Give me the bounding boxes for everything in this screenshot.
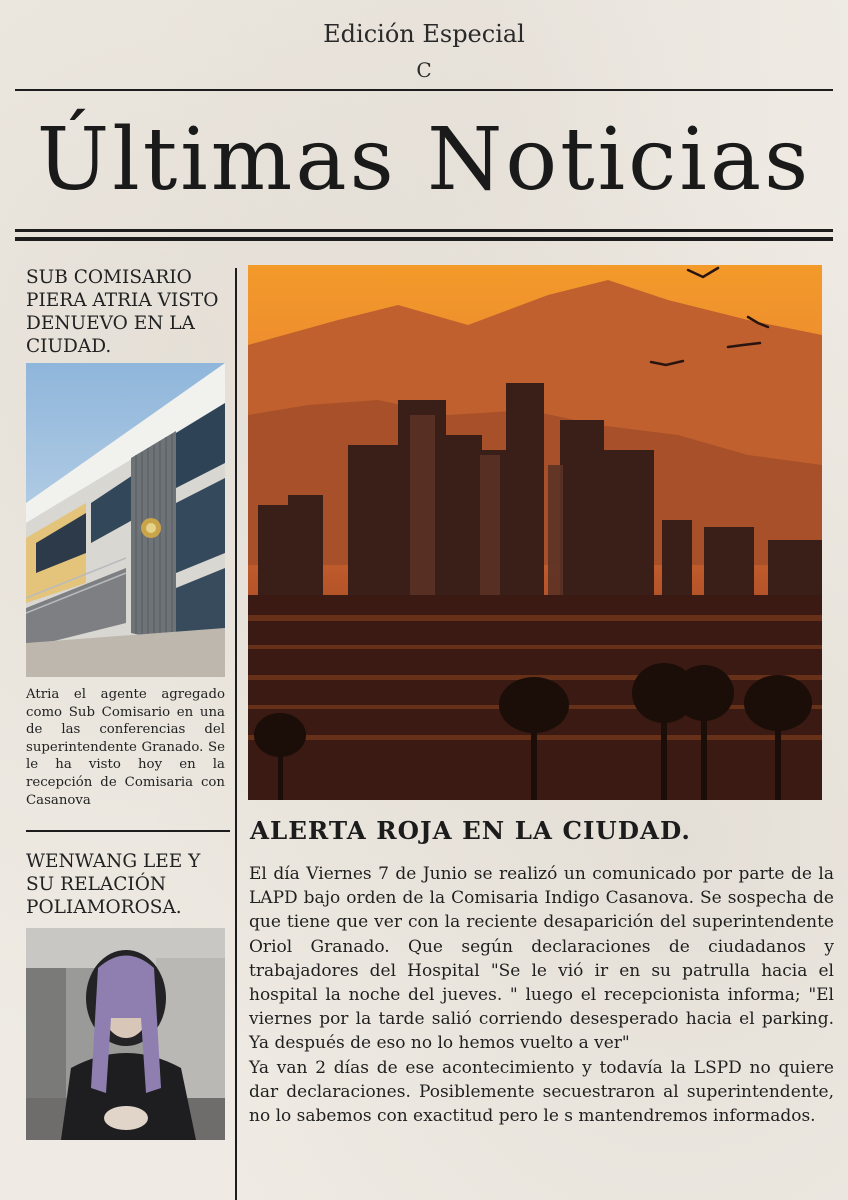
masthead-title: Últimas Noticias [36,110,812,210]
main-paragraph-2: Ya van 2 días de ese acontecimiento y todavía la LSPD no quiere dar declaraciones. Posiblemente secuestraron al superintendente, no lo sabemos con exactitud pero le s mantendremos informados. [249,1057,834,1127]
sidebar-story2-headline: WENWANG LEE Y SU RELACIÓN POLIAMOROSA. [26,851,201,918]
masthead-bottom-rule [15,229,833,232]
police-station-photo [26,363,225,677]
edition-mark: C [416,58,432,82]
column-divider [235,268,237,1200]
main-headline: ALERTA ROJA EN LA CIUDAD. [250,816,691,845]
sidebar-story1-headline: SUB COMISARIO PIERA ATRIA VISTO DENUEVO EN LA CIUDAD. [26,267,219,357]
masthead-top-rule [15,89,833,91]
main-paragraph-1: El día Viernes 7 de Junio se realizó un comunicado por parte de la LAPD bajo orden de la Comisaria Indigo Casanova. Se sospecha de que tiene que ver con la reciente desaparición del superintendente Oriol Granado. Que según declaraciones de ciudadanos y trabajadores del Hospital "Se le vió ir en su patrulla hacia el hospital la noche del jueves. " luego el recepcionista informa; "El viernes por la tarde salió corriendo desesperado hacia el parking. Ya después de eso no lo hemos vuelto a ver" [249,864,834,1054]
masthead-bottom-rule-thick [15,237,833,241]
sidebar-story1-body: Atria el agente agregado como Sub Comisario en una de las conferencias del superintendente Granado. Se le ha visto hoy en la recepción de Comisaria con Casanova [26,687,225,808]
sidebar-divider [26,830,230,832]
city-skyline-photo [248,265,822,800]
edition-label: Edición Especial [323,20,525,48]
portrait-photo [26,928,225,1140]
main-article-body [249,862,834,1128]
